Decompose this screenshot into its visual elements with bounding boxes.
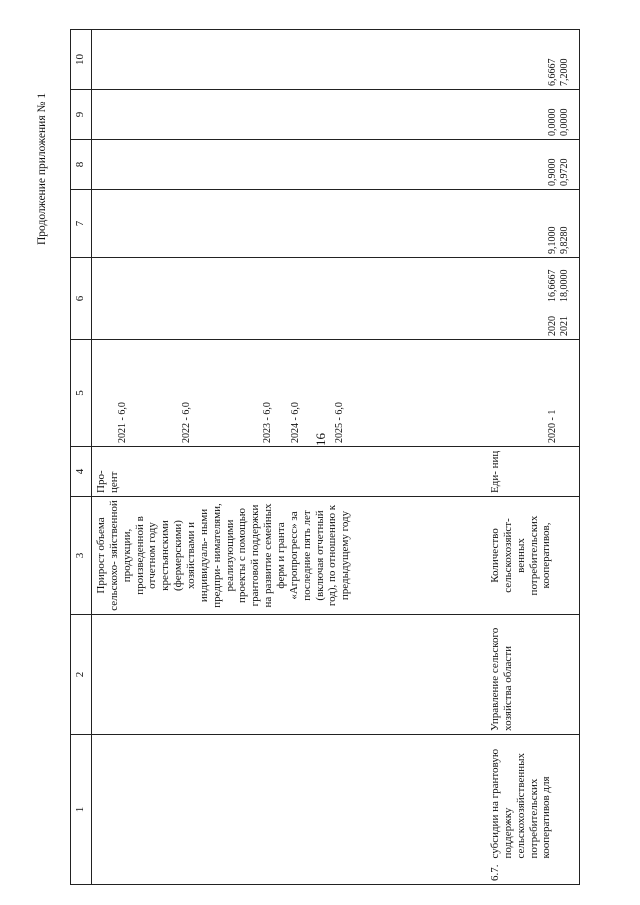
executor: Управление сельского хозяйства области [487,615,580,735]
continuation-label: Продолжение приложения № 1 [36,92,48,245]
measure-cell [487,735,580,885]
value-col10: 6,6667 [547,58,558,86]
value-col8: 0,9000 [547,158,558,186]
value-col6: 18,0000 [558,269,570,302]
col-header-2: 2 [71,615,92,735]
values-col8 [487,140,580,190]
target-value: 2021 - 6,0 [117,402,128,443]
col-header-5: 5 [71,340,92,447]
value-col7: 9,1000 [547,226,558,254]
value-col9: 0,0000 [547,108,558,136]
indicator-targets [92,340,488,447]
col-header-9: 9 [71,90,92,140]
value-col6: 16,6667 [547,269,558,302]
cell-empty [92,258,488,340]
values-col10 [487,30,580,90]
measure-index: 6.7. [489,864,501,881]
cell-empty [92,190,488,258]
cell-empty [92,90,488,140]
value-col8: 0,9720 [558,158,570,186]
target-value: 2024 - 6,0 [290,402,302,443]
indicator-row-growth [92,30,488,885]
values-col7 [487,190,580,258]
indicator-target [487,340,580,447]
rotated-table-page [70,30,590,885]
col-header-3: 3 [71,497,92,615]
indicator-name: Прирост объема сельскохо- зяйственной продукции, произведенной в отчетном году крестьянскими (фермерскими) хозяйствами и индивидуаль- ными предпри- нимателями, реализующими проекты с помощью грантовой поддержки на развитие семейных ферм и гранта «Агропрогресс» за последние пять лет (включая отчетный год), по отношению к предыдущему году [92,497,488,615]
cell-empty [92,735,488,885]
col-header-7: 7 [71,190,92,258]
cell-empty [92,30,488,90]
value-col7: 9,8280 [558,226,570,254]
indicator-name: Количество сельскохозяйст- венных потребительских кооперативов, [487,497,580,615]
indicator-unit: Еди- ниц [487,447,580,497]
cell-empty [92,615,488,735]
indicator-row-cooperatives [487,30,580,885]
indicator-unit: Про- цент [92,447,488,497]
col-header-8: 8 [71,140,92,190]
appendix-table [70,29,580,885]
cell-empty [92,140,488,190]
target-value: 2023 - 6,0 [262,402,274,443]
value-col9: 0,0000 [558,108,570,136]
page-number: 16 [313,433,328,446]
measure-name: субсидии на грантовую поддержку сельскохозяйственных потребительских кооперативов для [489,748,553,859]
col-header-6: 6 [71,258,92,340]
year-values-col6 [487,258,580,340]
year-label: 2021 [558,316,570,336]
year-label: 2020 [547,316,558,336]
col-header-10: 10 [71,30,92,90]
target-value: 2025 - 6,0 [333,402,345,443]
col-header-1: 1 [71,735,92,885]
values-col9 [487,90,580,140]
col-header-4: 4 [71,447,92,497]
value-col10: 7,2000 [558,58,570,86]
target-value: 2022 - 6,0 [180,402,192,443]
target-value: 2020 - 1 [547,409,558,443]
header-row [71,30,92,885]
